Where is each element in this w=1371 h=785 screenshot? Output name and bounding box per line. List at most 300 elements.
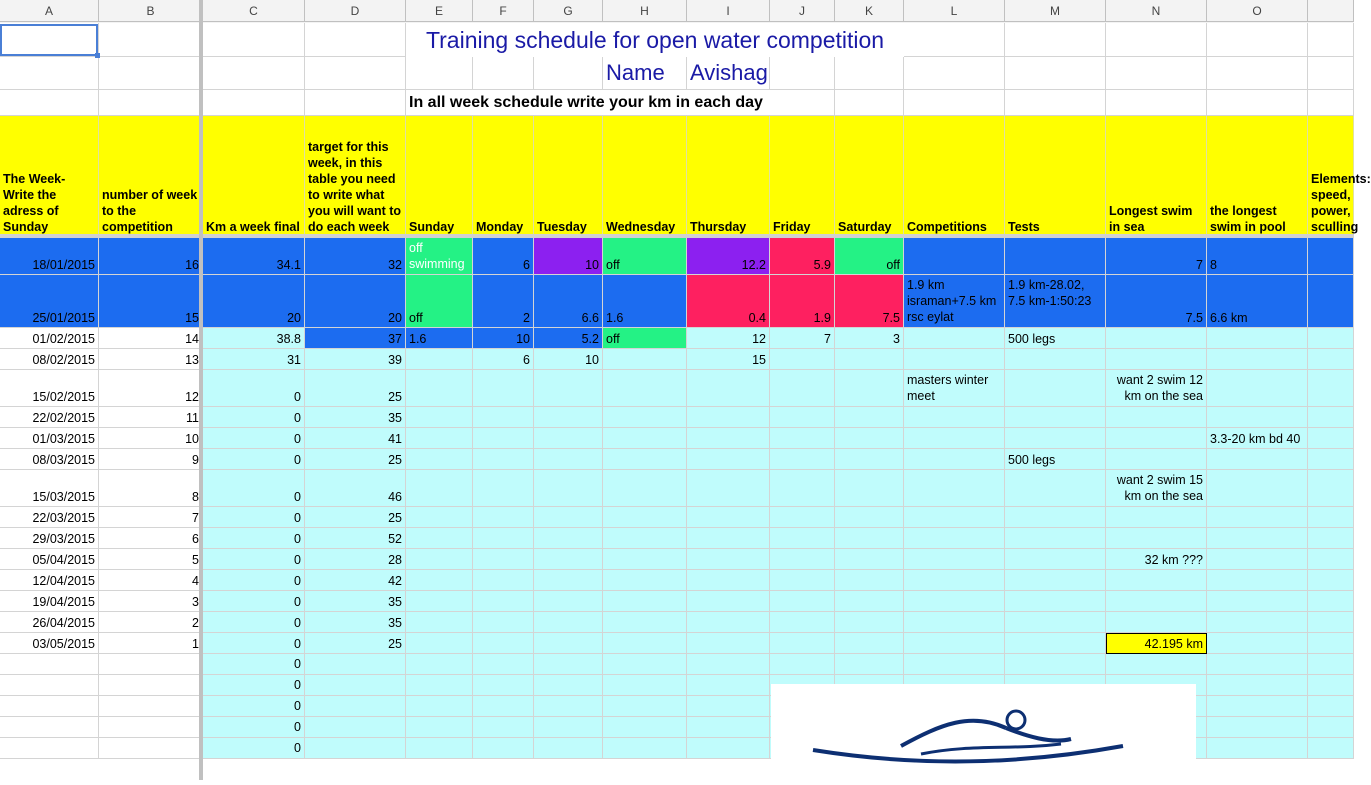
cell-tests[interactable] [1005, 370, 1106, 407]
cell-sun[interactable] [406, 612, 473, 633]
empty-cell[interactable] [687, 738, 770, 759]
elements-cell[interactable] [1308, 528, 1354, 549]
cell-tests[interactable]: 500 legs [1005, 449, 1106, 470]
header-monday[interactable]: Monday [473, 116, 534, 238]
cell-tests[interactable] [1005, 612, 1106, 633]
cell-wed[interactable]: off [603, 328, 687, 349]
empty-cell[interactable] [99, 23, 203, 57]
cell-km[interactable]: 0 [203, 570, 305, 591]
cell-sun[interactable] [406, 370, 473, 407]
empty-cell[interactable] [687, 696, 770, 717]
cell-fri[interactable] [770, 449, 835, 470]
cell-thu[interactable] [687, 549, 770, 570]
empty-cell[interactable] [534, 654, 603, 675]
empty-cell[interactable] [203, 90, 305, 116]
empty-cell[interactable] [473, 57, 534, 90]
cell-fri[interactable] [770, 570, 835, 591]
cell-thu[interactable] [687, 507, 770, 528]
cell-pool[interactable] [1207, 507, 1308, 528]
cell-wed[interactable] [603, 449, 687, 470]
selected-cell-a1[interactable] [0, 24, 98, 56]
cell-mon[interactable]: 2 [473, 275, 534, 328]
cell-tue[interactable] [534, 528, 603, 549]
cell-mon[interactable] [473, 428, 534, 449]
cell-sun[interactable] [406, 470, 473, 507]
instruction-text[interactable]: In all week schedule write your km in each day [406, 90, 835, 116]
cell-tue[interactable]: 6.6 [534, 275, 603, 328]
column-header-b[interactable]: B [99, 0, 203, 22]
column-header-c[interactable]: C [203, 0, 305, 22]
cell-km[interactable]: 0 [203, 470, 305, 507]
cell-fri[interactable] [770, 549, 835, 570]
cell-km[interactable]: 34.1 [203, 238, 305, 275]
cell-fri[interactable] [770, 428, 835, 449]
cell-sun[interactable] [406, 428, 473, 449]
elements-cell[interactable] [1308, 370, 1354, 407]
empty-cell[interactable] [99, 675, 203, 696]
cell-mon[interactable] [473, 407, 534, 428]
cell-fri[interactable] [770, 370, 835, 407]
cell-wed[interactable] [603, 612, 687, 633]
cell-tests[interactable] [1005, 591, 1106, 612]
cell-wed[interactable] [603, 507, 687, 528]
cell-sea[interactable] [1106, 570, 1207, 591]
cell-mon[interactable] [473, 507, 534, 528]
cell-sun[interactable] [406, 407, 473, 428]
cell-tests[interactable] [1005, 507, 1106, 528]
elements-cell[interactable] [1308, 407, 1354, 428]
cell-tue[interactable]: 5.2 [534, 328, 603, 349]
cell-comp[interactable] [904, 570, 1005, 591]
empty-cell[interactable] [406, 57, 473, 90]
empty-cell[interactable] [406, 717, 473, 738]
cell-sat[interactable] [835, 428, 904, 449]
cell-tests[interactable] [1005, 238, 1106, 275]
cell-mon[interactable] [473, 591, 534, 612]
cell-weeks[interactable]: 16 [99, 238, 203, 275]
empty-cell[interactable] [305, 23, 406, 57]
cell-thu[interactable]: 15 [687, 349, 770, 370]
empty-cell[interactable] [203, 23, 305, 57]
cell-tests[interactable] [1005, 428, 1106, 449]
cell-tests[interactable] [1005, 528, 1106, 549]
empty-cell[interactable] [305, 717, 406, 738]
cell-km[interactable]: 0 [203, 612, 305, 633]
cell-weeks[interactable]: 15 [99, 275, 203, 328]
cell-thu[interactable] [687, 370, 770, 407]
week-date-cell[interactable]: 05/04/2015 [0, 549, 99, 570]
cell-sea[interactable]: 42.195 km [1106, 633, 1207, 654]
empty-cell[interactable] [0, 57, 99, 90]
empty-cell[interactable] [1005, 90, 1106, 116]
week-date-cell[interactable]: 08/03/2015 [0, 449, 99, 470]
cell-fri[interactable]: 7 [770, 328, 835, 349]
cell-weeks[interactable]: 1 [99, 633, 203, 654]
cell-tue[interactable] [534, 633, 603, 654]
cell-fri[interactable] [770, 349, 835, 370]
cell-fri[interactable] [770, 470, 835, 507]
cell-mon[interactable] [473, 633, 534, 654]
cell-sun[interactable]: off swimming [406, 238, 473, 275]
empty-cell[interactable] [305, 738, 406, 759]
column-header-h[interactable]: H [603, 0, 687, 22]
cell-weeks[interactable]: 12 [99, 370, 203, 407]
cell-sun[interactable]: 1.6 [406, 328, 473, 349]
cell-wed[interactable]: 1.6 [603, 275, 687, 328]
cell-sea[interactable]: 32 km ??? [1106, 549, 1207, 570]
cell-tests[interactable] [1005, 570, 1106, 591]
cell-tests[interactable] [1005, 407, 1106, 428]
cell-thu[interactable] [687, 428, 770, 449]
cell-sat[interactable]: 3 [835, 328, 904, 349]
cell-tue[interactable] [534, 428, 603, 449]
empty-cell[interactable] [1207, 738, 1308, 759]
column-header-k[interactable]: K [835, 0, 904, 22]
cell-target[interactable]: 25 [305, 449, 406, 470]
empty-cell[interactable] [406, 738, 473, 759]
cell-km[interactable]: 31 [203, 349, 305, 370]
cell-target[interactable]: 46 [305, 470, 406, 507]
cell-target[interactable]: 37 [305, 328, 406, 349]
cell-tue[interactable] [534, 449, 603, 470]
empty-cell[interactable] [534, 57, 603, 90]
extra-km-cell[interactable]: 0 [203, 738, 305, 759]
cell-target[interactable]: 35 [305, 591, 406, 612]
week-date-cell[interactable]: 19/04/2015 [0, 591, 99, 612]
empty-cell[interactable] [305, 696, 406, 717]
cell-fri[interactable] [770, 633, 835, 654]
cell-wed[interactable] [603, 470, 687, 507]
cell-pool[interactable]: 6.6 km [1207, 275, 1308, 328]
week-date-cell[interactable]: 08/02/2015 [0, 349, 99, 370]
cell-km[interactable]: 0 [203, 528, 305, 549]
header-tests[interactable]: Tests [1005, 116, 1106, 238]
header-friday[interactable]: Friday [770, 116, 835, 238]
cell-km[interactable]: 20 [203, 275, 305, 328]
empty-cell[interactable] [305, 654, 406, 675]
header-target[interactable]: target for this week, in this table you need to write what you will want to do each week [305, 116, 406, 238]
empty-cell[interactable] [770, 654, 835, 675]
cell-wed[interactable] [603, 349, 687, 370]
empty-cell[interactable] [1308, 23, 1354, 57]
cell-target[interactable]: 35 [305, 612, 406, 633]
cell-sun[interactable] [406, 507, 473, 528]
header-thursday[interactable]: Thursday [687, 116, 770, 238]
column-header-j[interactable]: J [770, 0, 835, 22]
cell-sat[interactable] [835, 570, 904, 591]
cell-pool[interactable] [1207, 570, 1308, 591]
cell-tue[interactable]: 10 [534, 238, 603, 275]
empty-cell[interactable] [603, 738, 687, 759]
empty-cell[interactable] [770, 57, 835, 90]
cell-km[interactable]: 0 [203, 449, 305, 470]
header-longest-sea[interactable]: Longest swim in sea [1106, 116, 1207, 238]
column-header-g[interactable]: G [534, 0, 603, 22]
cell-weeks[interactable]: 4 [99, 570, 203, 591]
elements-cell[interactable] [1308, 570, 1354, 591]
cell-fri[interactable] [770, 612, 835, 633]
cell-weeks[interactable]: 3 [99, 591, 203, 612]
cell-comp[interactable] [904, 349, 1005, 370]
empty-cell[interactable] [0, 675, 99, 696]
cell-weeks[interactable]: 8 [99, 470, 203, 507]
cell-comp[interactable] [904, 591, 1005, 612]
empty-cell[interactable] [534, 738, 603, 759]
cell-tests[interactable]: 500 legs [1005, 328, 1106, 349]
cell-pool[interactable] [1207, 449, 1308, 470]
cell-pool[interactable] [1207, 591, 1308, 612]
cell-wed[interactable] [603, 428, 687, 449]
cell-tue[interactable] [534, 507, 603, 528]
cell-tue[interactable] [534, 570, 603, 591]
cell-thu[interactable]: 0.4 [687, 275, 770, 328]
cell-sea[interactable] [1106, 328, 1207, 349]
cell-pool[interactable] [1207, 549, 1308, 570]
cell-comp[interactable] [904, 449, 1005, 470]
cell-tue[interactable] [534, 612, 603, 633]
cell-sat[interactable]: 7.5 [835, 275, 904, 328]
cell-sun[interactable] [406, 528, 473, 549]
cell-thu[interactable]: 12.2 [687, 238, 770, 275]
empty-cell[interactable] [835, 57, 904, 90]
empty-cell[interactable] [406, 675, 473, 696]
header-weeks-to-comp[interactable]: number of week to the competition [99, 116, 203, 238]
empty-cell[interactable] [99, 717, 203, 738]
cell-target[interactable]: 42 [305, 570, 406, 591]
cell-mon[interactable]: 6 [473, 349, 534, 370]
cell-tests[interactable] [1005, 349, 1106, 370]
elements-cell[interactable] [1308, 591, 1354, 612]
cell-tests[interactable] [1005, 549, 1106, 570]
cell-tue[interactable] [534, 591, 603, 612]
cell-mon[interactable] [473, 570, 534, 591]
empty-cell[interactable] [1308, 57, 1354, 90]
cell-target[interactable]: 39 [305, 349, 406, 370]
elements-cell[interactable] [1308, 549, 1354, 570]
empty-cell[interactable] [687, 654, 770, 675]
week-date-cell[interactable]: 01/03/2015 [0, 428, 99, 449]
cell-mon[interactable]: 10 [473, 328, 534, 349]
cell-comp[interactable] [904, 507, 1005, 528]
extra-km-cell[interactable]: 0 [203, 654, 305, 675]
name-label[interactable]: Name [603, 57, 687, 90]
cell-comp[interactable]: 1.9 km israman+7.5 km rsc eylat [904, 275, 1005, 328]
cell-tests[interactable]: 1.9 km-28.02, 7.5 km-1:50:23 [1005, 275, 1106, 328]
cell-comp[interactable] [904, 528, 1005, 549]
sheet-title[interactable]: Training schedule for open water competition [406, 23, 904, 57]
cell-wed[interactable] [603, 570, 687, 591]
cell-km[interactable]: 0 [203, 591, 305, 612]
cell-target[interactable]: 25 [305, 633, 406, 654]
cell-sea[interactable] [1106, 349, 1207, 370]
empty-cell[interactable] [1308, 90, 1354, 116]
cell-target[interactable]: 52 [305, 528, 406, 549]
cell-pool[interactable]: 3.3-20 km bd 40 [1207, 428, 1308, 449]
header-km-final[interactable]: Km a week final [203, 116, 305, 238]
cell-weeks[interactable]: 13 [99, 349, 203, 370]
week-date-cell[interactable]: 03/05/2015 [0, 633, 99, 654]
cell-comp[interactable]: masters winter meet [904, 370, 1005, 407]
cell-wed[interactable] [603, 591, 687, 612]
cell-sun[interactable] [406, 570, 473, 591]
empty-cell[interactable] [1308, 675, 1354, 696]
elements-cell[interactable] [1308, 449, 1354, 470]
cell-sun[interactable] [406, 591, 473, 612]
fill-handle[interactable] [95, 53, 100, 58]
empty-cell[interactable] [473, 654, 534, 675]
cell-fri[interactable] [770, 407, 835, 428]
header-longest-pool[interactable]: the longest swim in pool [1207, 116, 1308, 238]
column-header-n[interactable]: N [1106, 0, 1207, 22]
cell-thu[interactable] [687, 449, 770, 470]
empty-cell[interactable] [1308, 717, 1354, 738]
cell-sea[interactable] [1106, 428, 1207, 449]
cell-target[interactable]: 25 [305, 370, 406, 407]
cell-mon[interactable] [473, 612, 534, 633]
cell-pool[interactable] [1207, 612, 1308, 633]
cell-km[interactable]: 0 [203, 507, 305, 528]
empty-cell[interactable] [305, 675, 406, 696]
cell-fri[interactable] [770, 507, 835, 528]
cell-tue[interactable] [534, 549, 603, 570]
cell-km[interactable]: 0 [203, 428, 305, 449]
empty-cell[interactable] [1005, 57, 1106, 90]
empty-cell[interactable] [406, 654, 473, 675]
cell-fri[interactable] [770, 528, 835, 549]
empty-cell[interactable] [473, 717, 534, 738]
header-saturday[interactable]: Saturday [835, 116, 904, 238]
cell-pool[interactable] [1207, 633, 1308, 654]
cell-weeks[interactable]: 6 [99, 528, 203, 549]
cell-sea[interactable] [1106, 591, 1207, 612]
empty-cell[interactable] [0, 696, 99, 717]
cell-weeks[interactable]: 14 [99, 328, 203, 349]
cell-fri[interactable]: 5.9 [770, 238, 835, 275]
cell-km[interactable]: 0 [203, 549, 305, 570]
empty-cell[interactable] [0, 738, 99, 759]
cell-sea[interactable]: want 2 swim 15 km on the sea [1106, 470, 1207, 507]
header-tuesday[interactable]: Tuesday [534, 116, 603, 238]
cell-fri[interactable]: 1.9 [770, 275, 835, 328]
cell-tests[interactable] [1005, 633, 1106, 654]
elements-cell[interactable] [1308, 238, 1354, 275]
empty-cell[interactable] [0, 717, 99, 738]
empty-cell[interactable] [1207, 675, 1308, 696]
cell-tests[interactable] [1005, 470, 1106, 507]
cell-thu[interactable] [687, 470, 770, 507]
empty-cell[interactable] [305, 57, 406, 90]
empty-cell[interactable] [603, 654, 687, 675]
cell-sun[interactable]: off [406, 275, 473, 328]
empty-cell[interactable] [1207, 23, 1308, 57]
empty-cell[interactable] [1308, 654, 1354, 675]
header-week[interactable]: The Week- Write the adress of Sunday [0, 116, 99, 238]
cell-thu[interactable] [687, 591, 770, 612]
empty-cell[interactable] [99, 90, 203, 116]
cell-comp[interactable] [904, 407, 1005, 428]
empty-cell[interactable] [0, 90, 99, 116]
column-header-d[interactable]: D [305, 0, 406, 22]
cell-thu[interactable] [687, 528, 770, 549]
elements-cell[interactable] [1308, 275, 1354, 328]
column-header-m[interactable]: M [1005, 0, 1106, 22]
extra-km-cell[interactable]: 0 [203, 717, 305, 738]
cell-sat[interactable] [835, 407, 904, 428]
empty-cell[interactable] [1106, 90, 1207, 116]
empty-cell[interactable] [1308, 738, 1354, 759]
empty-cell[interactable] [1207, 717, 1308, 738]
cell-target[interactable]: 35 [305, 407, 406, 428]
cell-weeks[interactable]: 2 [99, 612, 203, 633]
empty-cell[interactable] [534, 717, 603, 738]
week-date-cell[interactable]: 18/01/2015 [0, 238, 99, 275]
column-header-i[interactable]: I [687, 0, 770, 22]
cell-tue[interactable]: 10 [534, 349, 603, 370]
cell-sun[interactable] [406, 349, 473, 370]
cell-sat[interactable] [835, 449, 904, 470]
empty-cell[interactable] [1005, 654, 1106, 675]
cell-thu[interactable] [687, 612, 770, 633]
cell-pool[interactable] [1207, 528, 1308, 549]
cell-mon[interactable] [473, 528, 534, 549]
name-value[interactable]: Avishag [687, 57, 770, 90]
cell-mon[interactable] [473, 449, 534, 470]
cell-wed[interactable] [603, 549, 687, 570]
cell-mon[interactable] [473, 549, 534, 570]
column-header-l[interactable]: L [904, 0, 1005, 22]
week-date-cell[interactable]: 01/02/2015 [0, 328, 99, 349]
cell-pool[interactable] [1207, 470, 1308, 507]
cell-sun[interactable] [406, 633, 473, 654]
week-date-cell[interactable]: 26/04/2015 [0, 612, 99, 633]
empty-cell[interactable] [99, 696, 203, 717]
cell-km[interactable]: 0 [203, 407, 305, 428]
week-date-cell[interactable]: 12/04/2015 [0, 570, 99, 591]
empty-cell[interactable] [835, 90, 904, 116]
cell-comp[interactable] [904, 612, 1005, 633]
header-competitions[interactable]: Competitions [904, 116, 1005, 238]
elements-cell[interactable] [1308, 612, 1354, 633]
cell-wed[interactable] [603, 633, 687, 654]
cell-sat[interactable]: off [835, 238, 904, 275]
cell-mon[interactable] [473, 370, 534, 407]
empty-cell[interactable] [1106, 57, 1207, 90]
empty-cell[interactable] [0, 654, 99, 675]
cell-tue[interactable] [534, 470, 603, 507]
week-date-cell[interactable]: 22/03/2015 [0, 507, 99, 528]
cell-sea[interactable] [1106, 407, 1207, 428]
cell-sea[interactable] [1106, 507, 1207, 528]
empty-cell[interactable] [1207, 654, 1308, 675]
cell-pool[interactable] [1207, 328, 1308, 349]
cell-target[interactable]: 20 [305, 275, 406, 328]
column-header-a[interactable]: A [0, 0, 99, 22]
cell-sea[interactable]: want 2 swim 12 km on the sea [1106, 370, 1207, 407]
column-header-f[interactable]: F [473, 0, 534, 22]
cell-sat[interactable] [835, 349, 904, 370]
empty-cell[interactable] [1005, 23, 1106, 57]
cell-sat[interactable] [835, 549, 904, 570]
cell-sun[interactable] [406, 449, 473, 470]
cell-comp[interactable] [904, 328, 1005, 349]
cell-target[interactable]: 41 [305, 428, 406, 449]
empty-cell[interactable] [603, 696, 687, 717]
empty-cell[interactable] [1308, 696, 1354, 717]
cell-tue[interactable] [534, 370, 603, 407]
column-header-p[interactable] [1308, 0, 1354, 22]
cell-weeks[interactable]: 5 [99, 549, 203, 570]
cell-mon[interactable]: 6 [473, 238, 534, 275]
